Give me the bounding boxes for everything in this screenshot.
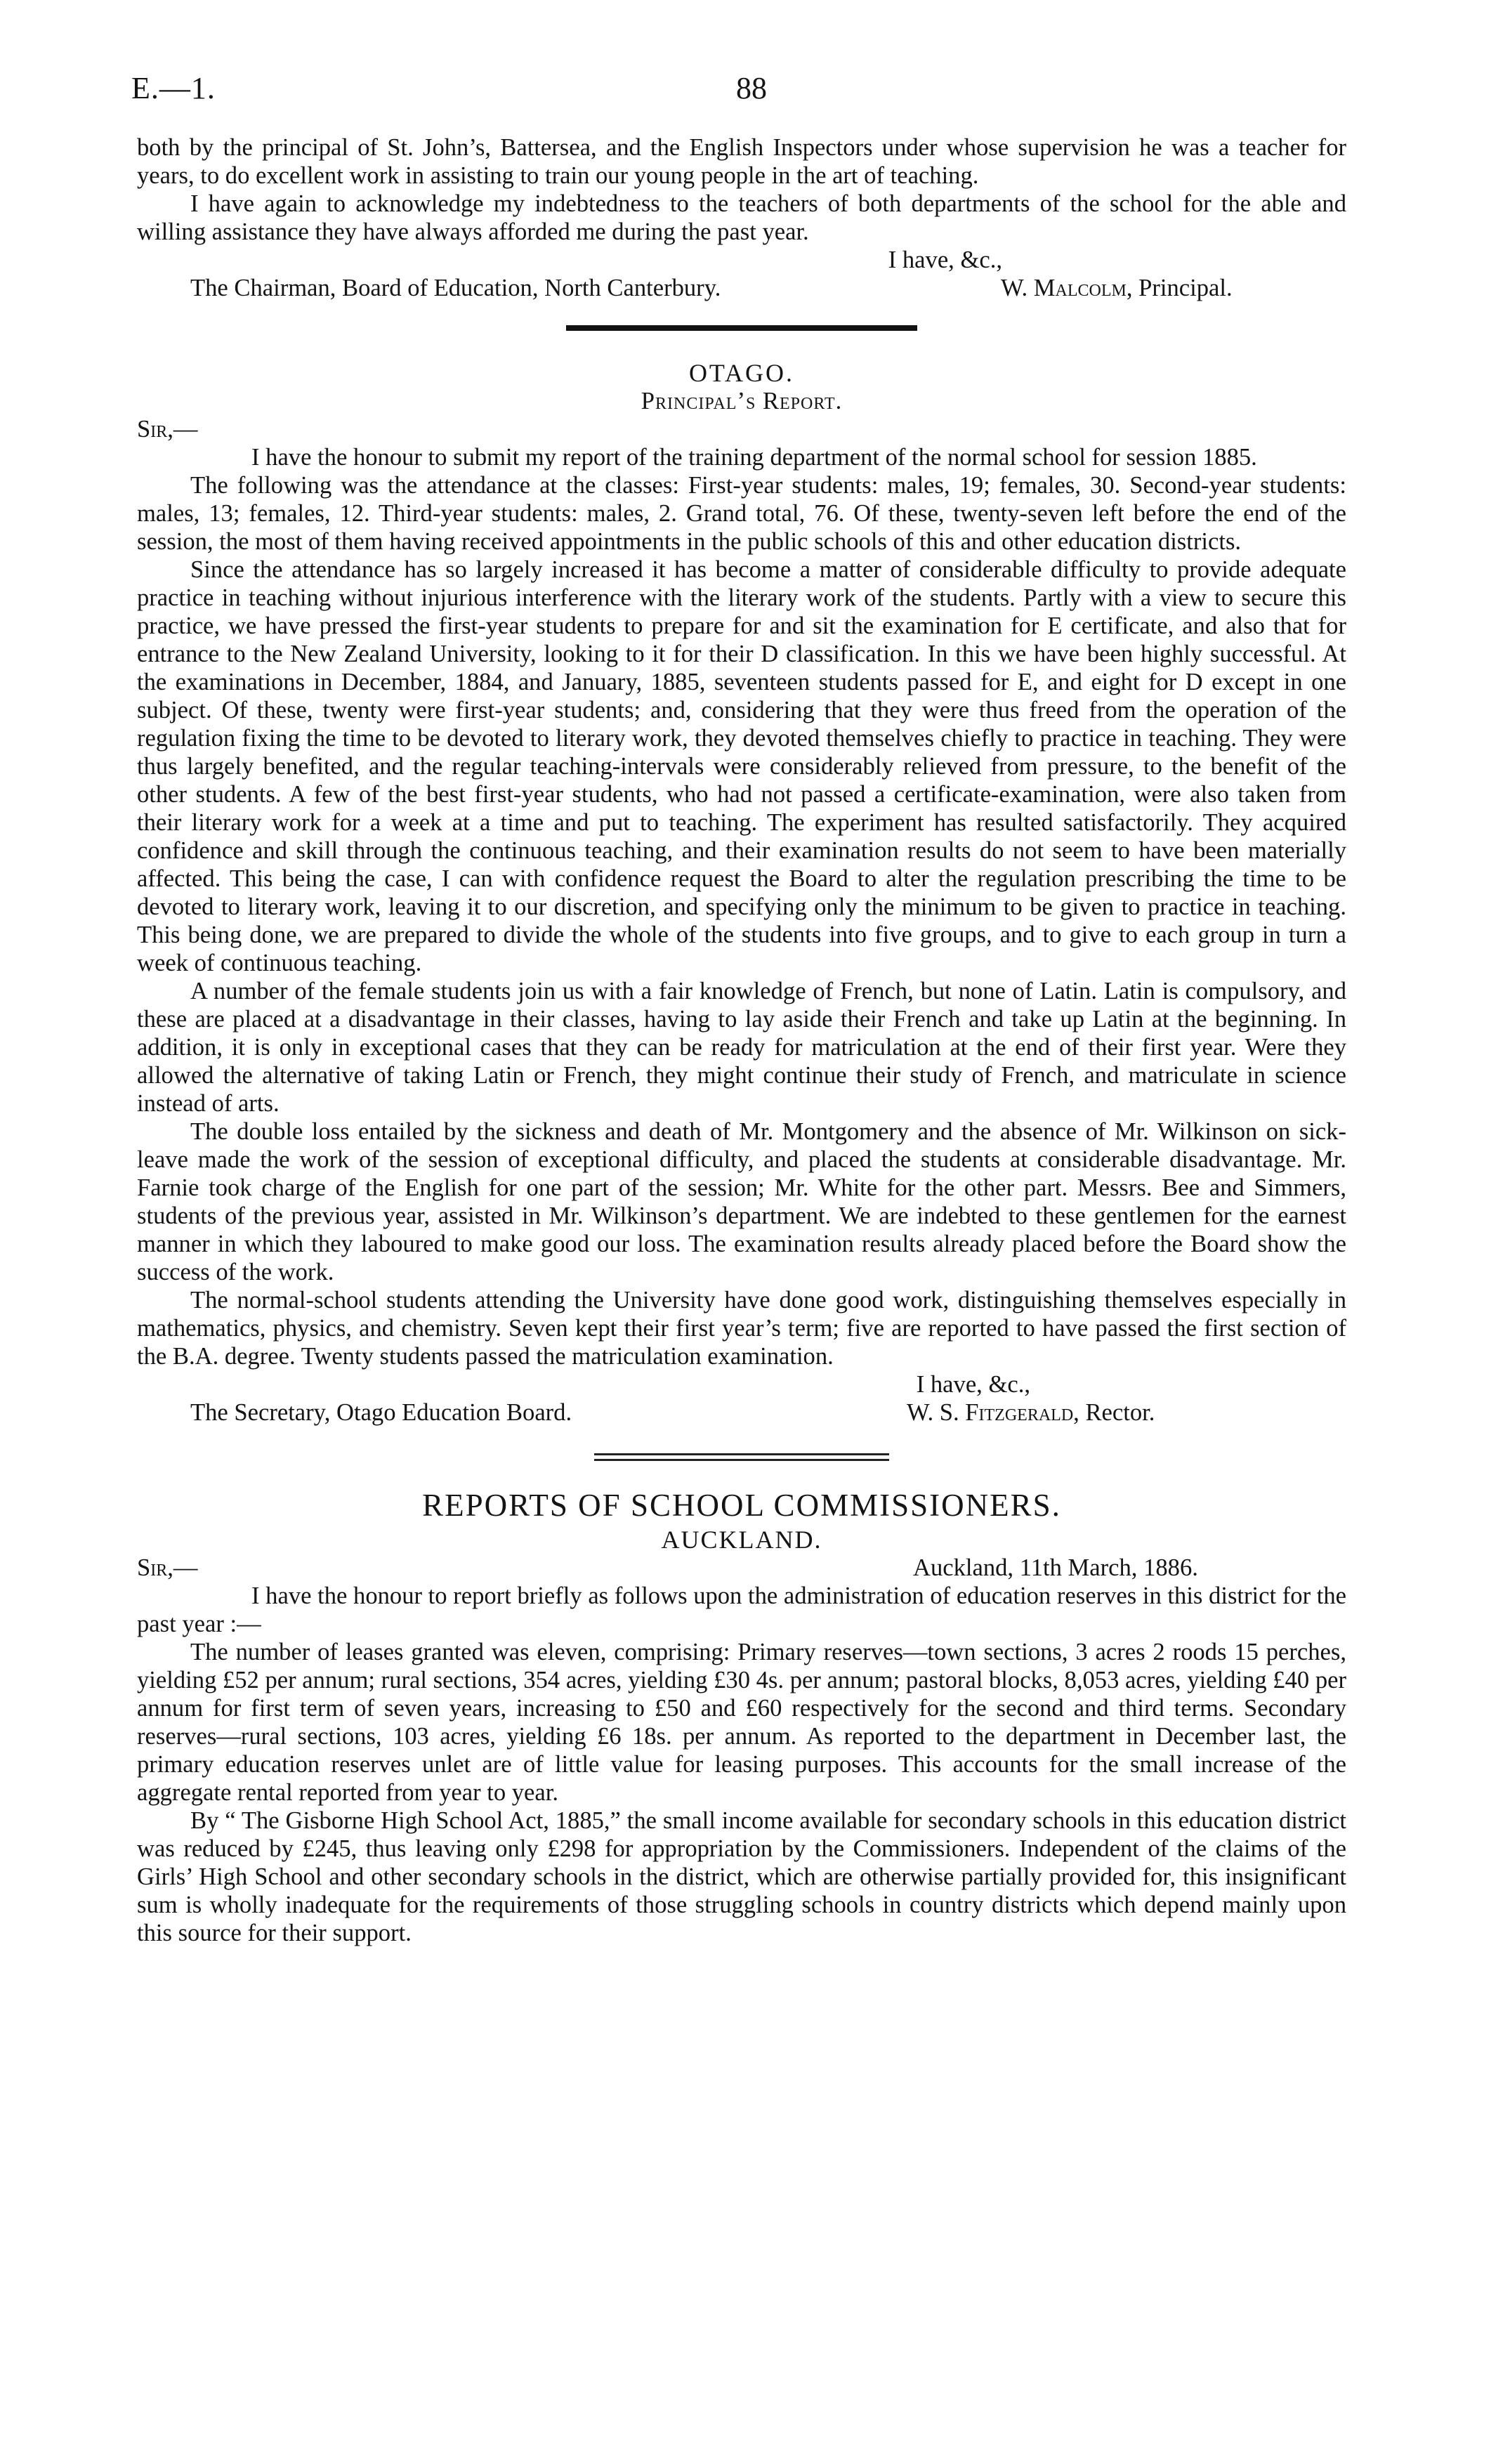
paragraph: I have again to acknowledge my indebtedness to the teachers of both departments of the school for the able and willing assistance they have always afforded me during the past year. [137,190,1346,245]
page-header [0,70,1510,112]
paragraph: I have the honour to submit my report of the training department of the normal school for session 1885. [251,444,1257,471]
paragraph: Since the attendance has so largely increased it has become a matter of considerable difficulty to provide adequate practice in teaching without injurious interference with the literary work of the students. Partly with a view to secure this practice, we have pressed the first-year students to prepare for and sit the examination for E certificate, and also that for entrance to the New Zealand University, looking to it for their D classification. In this we have been highly successful. At the examinations in December, 1884, and January, 1885, seventeen students passed for E, and eight for D except in one subject. Of these, twenty were first-year students; and, considering that they were thus freed from the operation of the regulation fixing the time to be devoted to literary work, they devoted themselves chiefly to practice in teaching. They were thus largely benefited, and the regular teaching-intervals were considerably relieved from pressure, to the benefit of the other students. A few of the best first-year students, who had not passed a certificate-examination, were also taken from their literary work for a week at a time and put to teaching. The experiment has resulted satisfactorily. They acquired confidence and skill through the continuous teaching, and their examination results do not seem to have been materially affected. This being the case, I can with confidence request the Board to alter the regulation prescribing the time to be devoted to literary work, leaving it to our discretion, and specifying only the minimum to be given to practice in teaching. This being done, we are prepared to divide the whole of the students into five groups, and to give to each group in turn a week of continuous teaching. [137,556,1346,976]
document-reference: E.—1. [131,71,216,105]
signatory [907,1398,1155,1427]
signer-name: Fitzgerald [965,1399,1074,1426]
signer-name: Malcolm [1033,275,1127,301]
paragraph: By “ The Gisborne High School Act, 1885,” the small income available for secondary schools in this education district was reduced by £245, thus leaving only £298 for appropriation by the Commissioners. Independent of the claims of the Girls’ High School and other secondary schools in the district, which are otherwise partially provided for, this insignificant sum is wholly inadequate for the requirements of those struggling schools in country districts which depend mainly upon this source for their support. [137,1807,1346,1946]
section-divider [566,325,917,331]
signature-line [137,1398,1346,1427]
section-subheading: Principal’s Report. [641,388,843,414]
addressee: The Secretary, Otago Education Board. [190,1399,572,1426]
paragraph: I have the honour to report briefly as follows upon the administration of education reserves in this district for the past year :— [137,1582,1346,1637]
paragraph: both by the principal of St. John’s, Battersea, and the English Inspectors under whose supervision he was a teacher for years, to do excellent work in assisting to train our young people in the art of teaching. [137,134,1346,189]
paragraph: A number of the female students join us with a fair knowledge of French, but none of Latin. Latin is compulsory, and these are placed at a disadvantage in their classes, having to lay aside their French and take up Latin at the beginning. In addition, it is only in exceptional cases that they can be ready for matriculation at the end of their first year. Were they allowed the alternative of taking Latin or French, they might continue their study of French, and matriculate in science instead of arts. [137,978,1346,1117]
salutation: Sir,— [137,1554,198,1581]
double-rule-divider [594,1453,889,1461]
paragraph: The following was the attendance at the classes: First-year students: males, 19; females, 30. Second-year students: males, 13; females, 12. Third-year students: males, 2. Grand total, 76. Of these, twenty-seven left before the end of the session, the most of them having received appointments in the public schools of this and other education districts. [137,472,1346,555]
dateline: Auckland, 11th March, 1886. [913,1554,1198,1581]
section-heading: OTAGO. [688,359,795,387]
salutation: Sir,— [137,416,198,443]
otago-report [137,359,1346,1427]
section-subheading: AUCKLAND. [661,1526,822,1554]
page-body [137,133,1346,1947]
signatory [1001,274,1233,302]
addressee: The Chairman, Board of Education, North Canterbury. [190,275,721,301]
paragraph: The number of leases granted was eleven, comprising: Primary reserves—town sections, 3 acres 2 roods 15 perches, yielding £52 per annum; rural sections, 354 acres, yielding £30 4s. per annum; pastoral blocks, 8,053 acres, yielding £40 per annum for first term of seven years, increasing to £50 and £60 respectively for the second and third terms. Secondary reserves—rural sections, 103 acres, yielding £6 18s. per annum. As reported to the department in December last, the primary education reserves unlet are of little value for leasing purposes. This accounts for the small increase of the aggregate rental reported from year to year. [137,1639,1346,1806]
signer-initial: W. [1001,275,1028,301]
commissioners-report [137,1485,1346,1947]
salutation-line [137,1554,1346,1582]
closing: I have, &c., [916,1371,1030,1398]
paragraph: The normal-school students attending the University have done good work, distinguishing themselves especially in mathematics, physics, and chemistry. Seven kept their first year’s term; five are reported to have passed the first section of the B.A. degree. Twenty students passed the matriculation examination. [137,1287,1346,1370]
paragraph: The double loss entailed by the sickness and death of Mr. Montgomery and the absence of Mr. Wilkinson on sick-leave made the work of the session of exceptional difficulty, and placed the students at considerable disadvantage. Mr. Farnie took charge of the English for one part of the session; Mr. White for the other part. Messrs. Bee and Simmers, students of the previous year, assisted in Mr. Wilkinson’s department. We are indebted to these gentlemen for the earnest manner in which they laboured to make good our loss. The examination results already placed before the Board show the success of the work. [137,1118,1346,1285]
canterbury-report-end [137,133,1346,302]
page-number: 88 [736,71,767,105]
signer-title: , Rector. [1073,1399,1155,1426]
closing: I have, &c., [888,247,1002,273]
main-heading: REPORTS OF SCHOOL COMMISSIONERS. [422,1488,1061,1523]
signer-initial: W. S. [907,1399,959,1426]
signature-line [137,274,1346,302]
signer-title: , Principal. [1126,275,1233,301]
